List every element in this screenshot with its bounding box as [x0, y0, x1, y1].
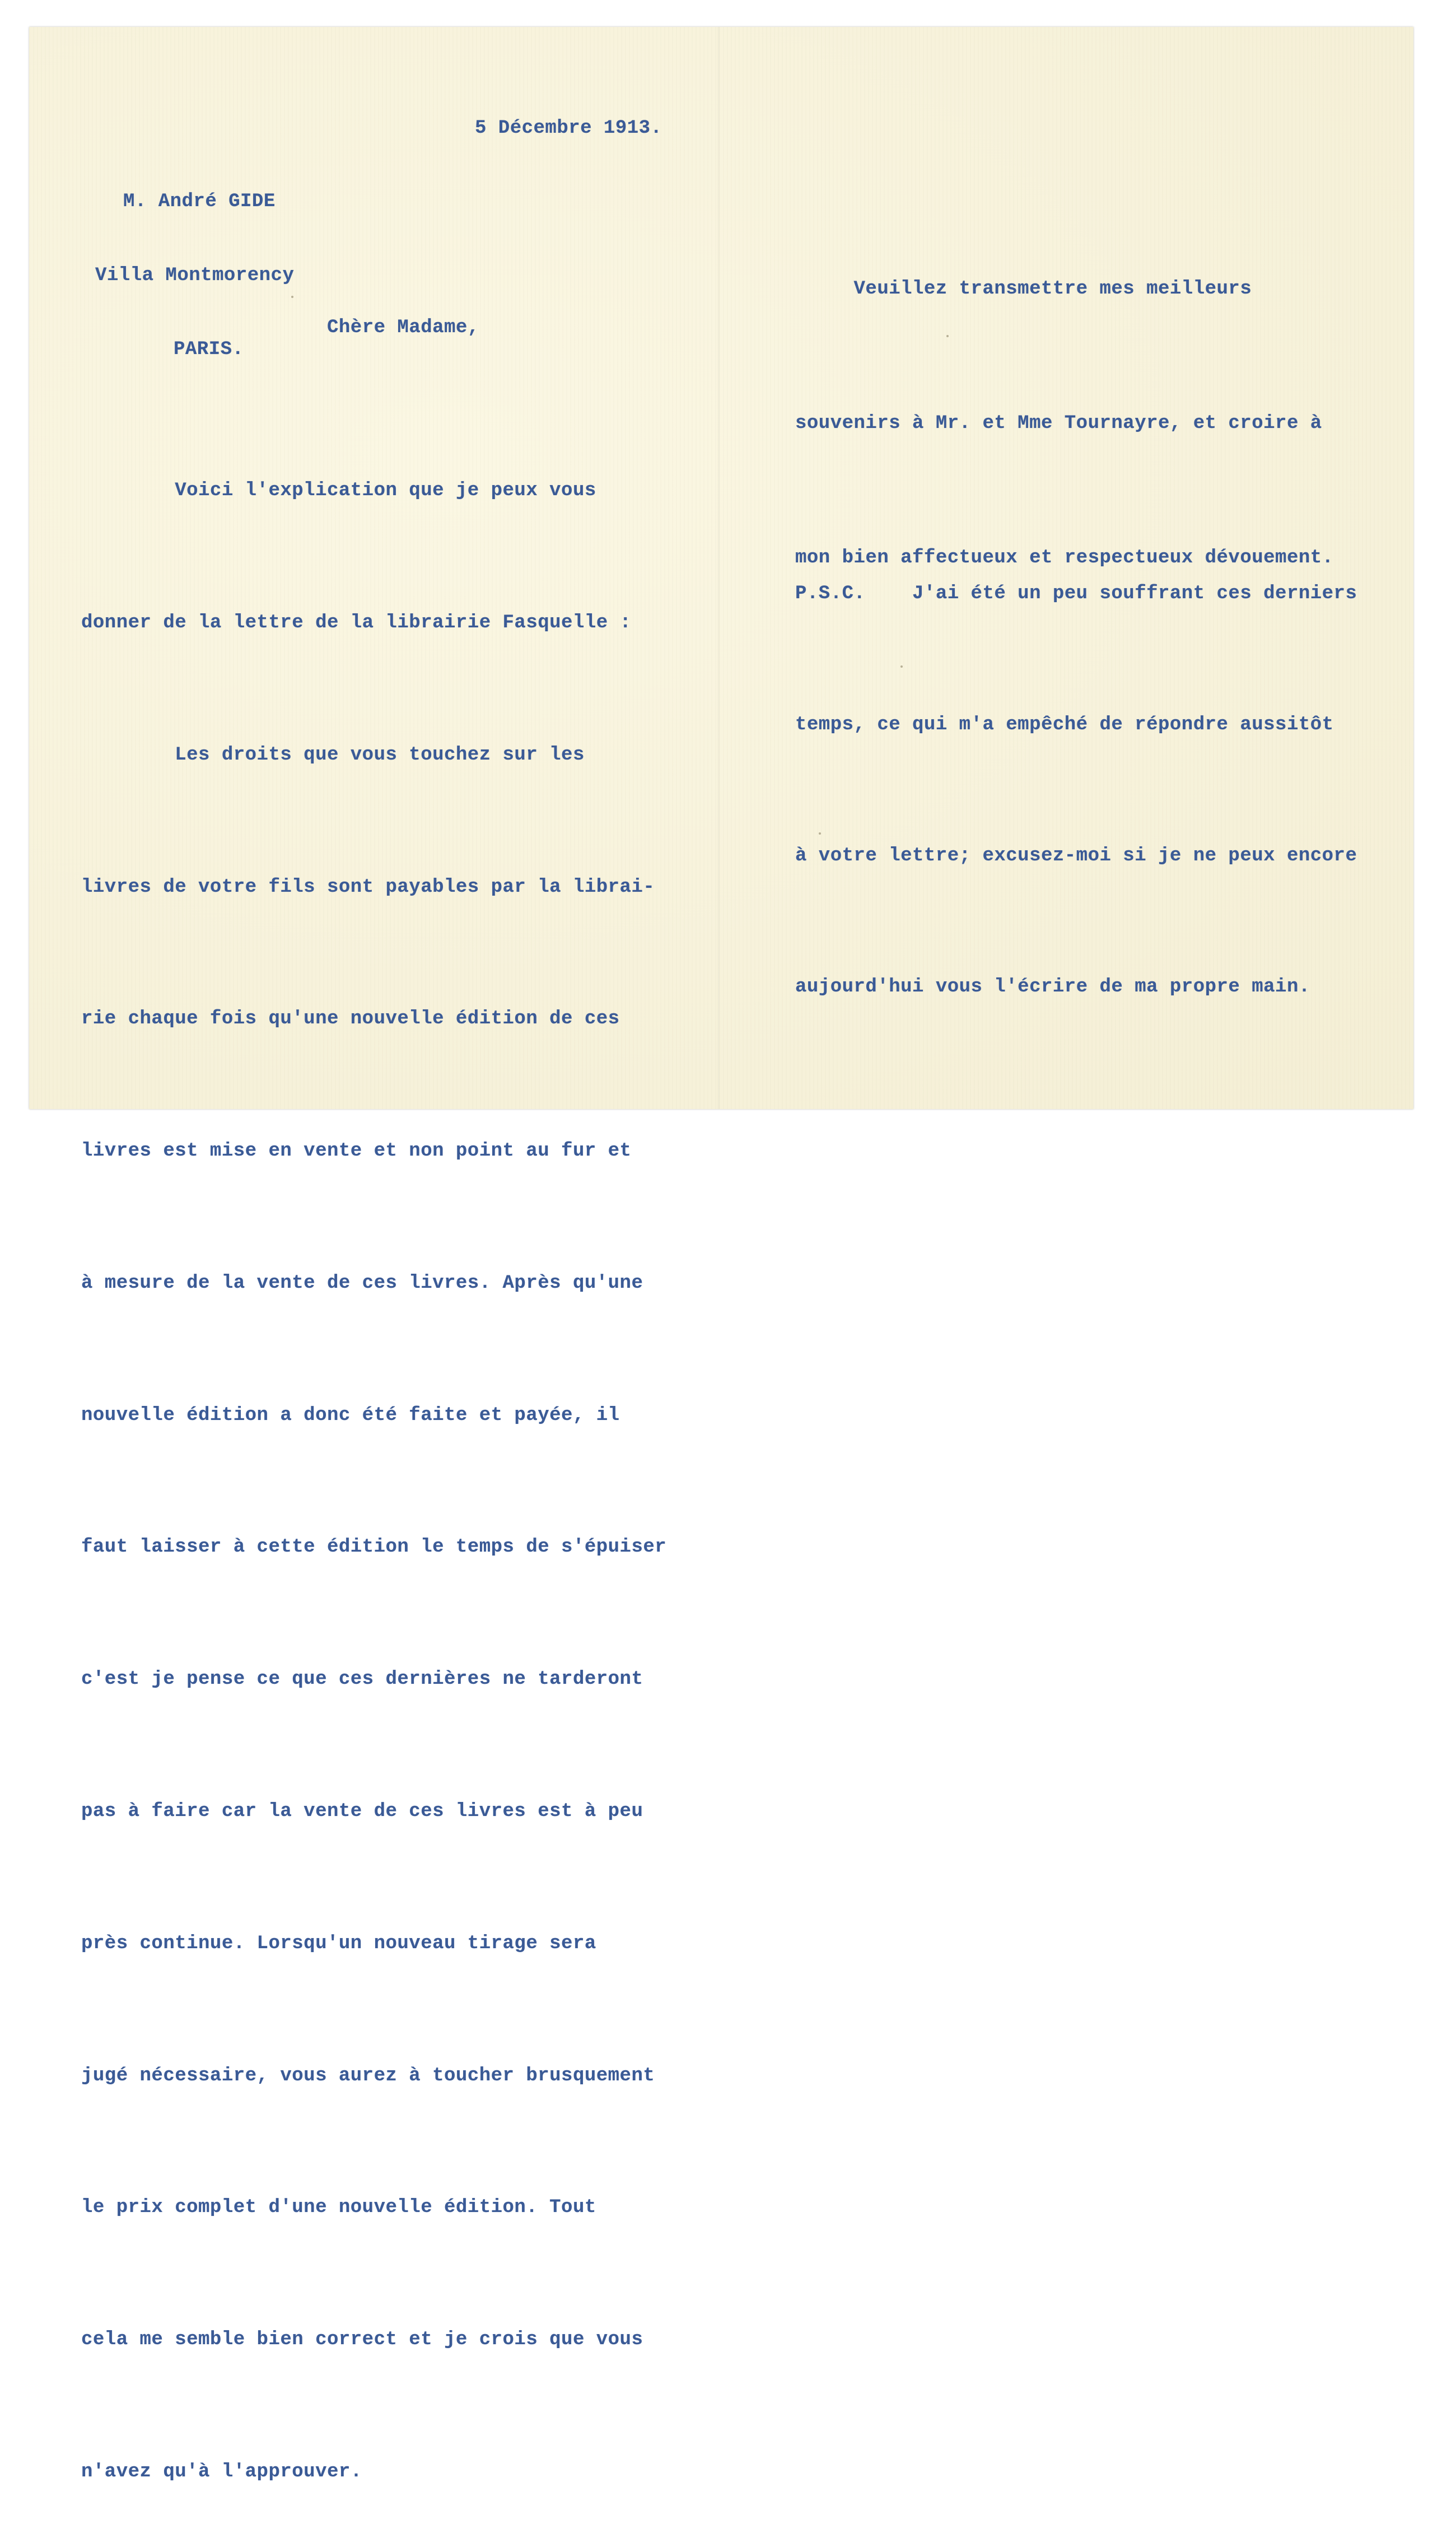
- paper-speck: [900, 665, 903, 668]
- body-line: donner de la lettre de la librairie Fasquelle :: [81, 612, 632, 634]
- letter-body: [81, 381, 666, 2538]
- address-line: Villa Montmorency: [95, 265, 295, 286]
- body-line: Les droits que vous touchez sur les: [81, 744, 585, 766]
- postscript: [795, 485, 1357, 1053]
- recipient-address: [95, 140, 294, 386]
- postscript-line: P.S.C. J'ai été un peu souffrant ces derniers: [795, 583, 1357, 604]
- letter-date: 5 Décembre 1913.: [475, 118, 662, 139]
- closing-line: Veuillez transmettre mes meilleurs: [795, 278, 1252, 300]
- page-fold: [718, 27, 720, 1109]
- body-line: livres de votre fils sont payables par la librai-: [81, 876, 655, 898]
- body-line: faut laisser à cette édition le temps de s'épuiser: [81, 1536, 667, 1558]
- body-line: nouvelle édition a donc été faite et payée, il: [81, 1404, 620, 1426]
- body-line: Voici l'explication que je peux vous: [81, 480, 596, 502]
- body-line: n'avez qu'à l'approuver.: [81, 2461, 362, 2483]
- body-line: à mesure de la vente de ces livres. Après qu'une: [81, 1272, 643, 1294]
- body-line: livres est mise en vente et non point au fur et: [81, 1140, 632, 1162]
- body-line: pas à faire car la vente de ces livres est à peu: [81, 1801, 643, 1822]
- address-line: M. André GIDE: [123, 191, 276, 212]
- salutation: Chère Madame,: [327, 317, 479, 338]
- closing-line: mon bien affectueux et respectueux dévouement.: [795, 547, 1334, 569]
- paper-speck: [291, 296, 293, 298]
- closing-line: souvenirs à Mr. et Mme Tournayre, et croire à: [795, 413, 1322, 434]
- postscript-line: à votre lettre; excusez-moi si je ne peux encore: [795, 845, 1357, 867]
- body-line: jugé nécessaire, vous aurez à toucher brusquement: [81, 2065, 655, 2087]
- address-line: PARIS.: [174, 339, 244, 360]
- postscript-line: temps, ce qui m'a empêché de répondre aussitôt: [795, 714, 1334, 735]
- paper-speck: [819, 832, 821, 835]
- paper-speck: [946, 335, 949, 337]
- body-line: le prix complet d'une nouvelle édition. Tout: [81, 2197, 596, 2219]
- body-line: c'est je pense ce que ces dernières ne tarderont: [81, 1669, 643, 1691]
- body-line: cela me semble bien correct et je crois que vous: [81, 2329, 643, 2351]
- body-line: près continue. Lorsqu'un nouveau tirage sera: [81, 1932, 596, 1954]
- postscript-line: aujourd'hui vous l'écrire de ma propre main.: [795, 976, 1310, 998]
- body-line: rie chaque fois qu'une nouvelle édition de ces: [81, 1008, 620, 1030]
